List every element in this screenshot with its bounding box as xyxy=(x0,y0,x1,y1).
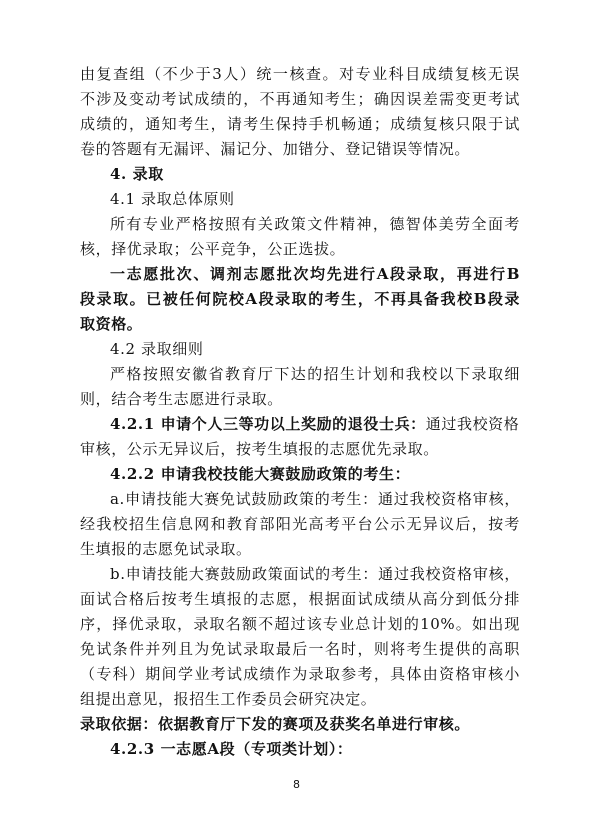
text-line: a.申请技能大赛免试鼓励政策的考生：通过我校资格审核， xyxy=(110,490,520,508)
text-line: b.申请技能大赛鼓励政策面试的考生：通过我校资格审核， xyxy=(110,565,520,583)
text-line: 所有专业严格按照有关政策文件精神，德智体美劳全面考 xyxy=(110,215,520,233)
item-text: 通过我校资格 xyxy=(425,415,520,433)
text-line: 免试条件并列且为免试录取最后一名时，则将考生提供的高职 xyxy=(80,640,520,658)
text-line: 序，择优录取，录取名额不超过该专业总计划的10%。如出现 xyxy=(80,615,520,633)
bold-text-line: 录取依据：依据教育厅下发的赛项及获奖名单进行审核。 xyxy=(80,715,471,733)
subsection-heading: 4.1 录取总体原则 xyxy=(110,190,235,208)
page-number: 8 xyxy=(293,778,300,791)
bold-text-line: 取资格。 xyxy=(80,315,143,333)
subsection-heading: 4.2 录取细则 xyxy=(110,340,204,358)
text-line: 严格按照安徽省教育厅下达的招生计划和我校以下录取细 xyxy=(110,365,520,383)
text-line: 核，择优录取；公平竞争，公正选拔。 xyxy=(80,240,346,258)
text-line: 卷的答题有无漏评、漏记分、加错分、登记错误等情况。 xyxy=(80,140,471,158)
item-heading: 4.2.2 申请我校技能大赛鼓励政策的考生： xyxy=(110,465,411,483)
bold-text-line: 一志愿批次、调剂志愿批次均先进行A段录取，再进行B xyxy=(110,265,520,283)
text-line: 则，结合考生志愿进行录取。 xyxy=(80,390,283,408)
text-line: 审核，公示无异议后，按考生填报的志愿优先录取。 xyxy=(80,440,439,458)
text-line: 不涉及变动考试成绩的，不再通知考生；确因误差需变更考试 xyxy=(80,90,520,108)
text-line: 组提出意见，报招生工作委员会研究决定。 xyxy=(80,690,377,708)
text-line: 生填报的志愿免试录取。 xyxy=(80,540,252,558)
text-line: 由复查组（不少于3人）统一核查。对专业科目成绩复核无误 xyxy=(80,65,520,83)
item-heading: 4.2.3 一志愿A段（专项类计划）： xyxy=(110,740,353,758)
text-line: 面试合格后按考生填报的志愿，根据面试成绩从高分到低分排 xyxy=(80,590,520,608)
text-line: （专科）期间学业考试成绩作为录取参考，具体由资格审核小 xyxy=(80,665,520,683)
text-line xyxy=(110,412,520,436)
section-heading: 4. 录取 xyxy=(110,165,164,183)
text-line: 成绩的，通知考生，请考生保持手机畅通；成绩复核只限于试 xyxy=(80,115,520,133)
text-line: 经我校招生信息网和教育部阳光高考平台公示无异议后，按考 xyxy=(80,515,520,533)
bold-text-line: 段录取。已被任何院校A段录取的考生，不再具备我校B段录 xyxy=(80,290,520,308)
item-heading: 4.2.1 申请个人三等功以上奖励的退役士兵： xyxy=(110,415,426,433)
